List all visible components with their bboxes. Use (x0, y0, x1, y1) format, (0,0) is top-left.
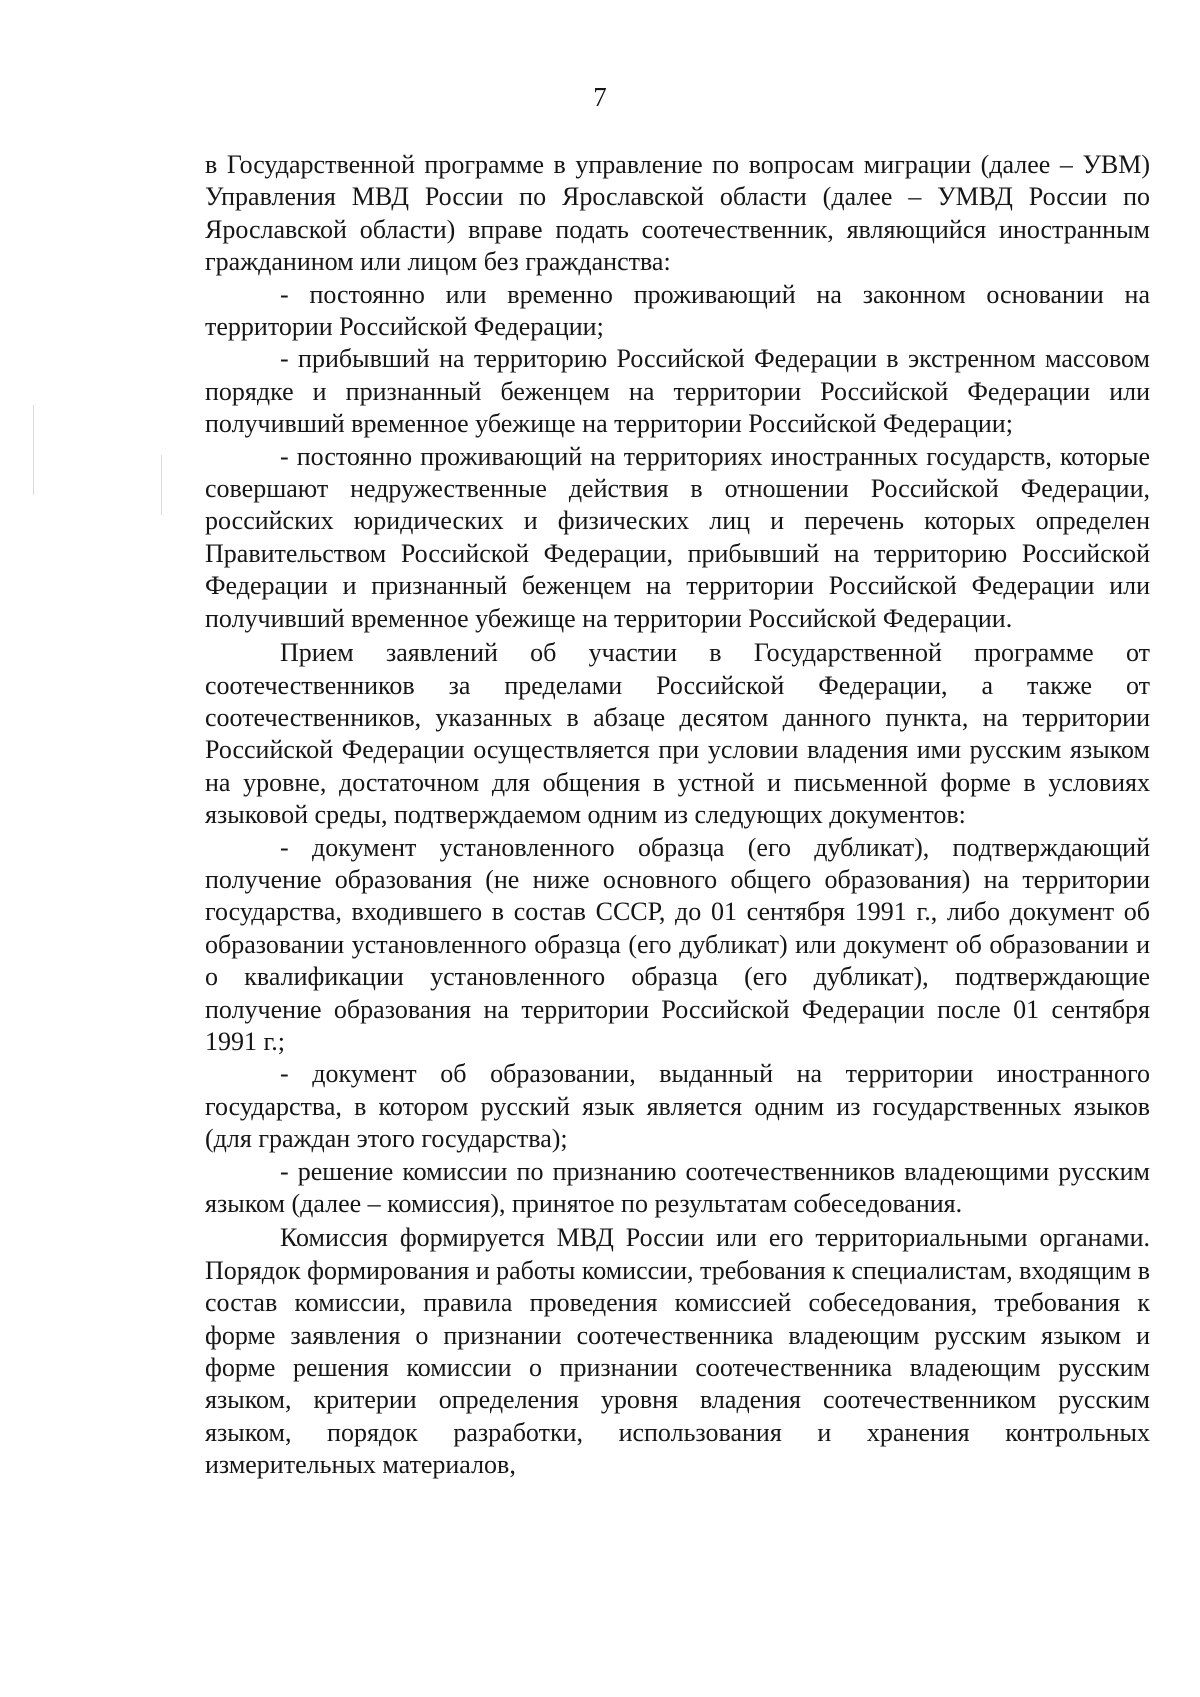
list-item-refugee-arrival: - прибывший на территорию Российской Федерации в экстренном массовом порядке и признанный беженцем на территории Российской Федерации или получивший временное убежище на территории Российской Федерации; (205, 344, 1150, 439)
list-item-commission-decision: - решение комиссии по признанию соотечественников владеющими русским языком (далее – комиссия), принятое по результатам собеседования. (205, 1156, 1150, 1218)
scan-margin-mark (33, 405, 34, 495)
list-item-unfriendly-states: - постоянно проживающий на территориях иностранных государств, которые совершают недружественные действия в отношении Российской Федерации, российских юридических и физических лиц и перечень которых определен Правительством Российской Федерации, прибывший на территорию Российской Федерации и признанный беженцем на территории Российской Федерации или получивший временное убежище на территории Российской Федерации. (205, 441, 1150, 633)
scan-margin-mark (161, 455, 162, 515)
list-item-residing-legally: - постоянно или временно проживающий на законном основании на территории Российской Федерации; (205, 279, 1150, 342)
paragraph-commission-formation: Комиссия формируется МВД России или его территориальными органами. Порядок формирования и работы комиссии, требования к специалистам, входящим в состав комиссии, правила проведения комиссией собеседования, требования к форме заявления о признании соотечественника владеющим русским языком и форме решения комиссии о признании соотечественника владеющим русским языком, критерии определения уровня владения соотечественником русским языком, порядок разработки, использования и хранения контрольных измерительных материалов, (205, 1223, 1150, 1480)
paragraph-continuation: в Государственной программе в управление по вопросам миграции (далее – УВМ) Управления МВД России по Ярославской области (далее – УМВД России по Ярославской области) вправе подать соотечественник, являющийся иностранным гражданином или лицом без гражданства: (205, 150, 1150, 277)
paragraph-language-requirement: Прием заявлений об участии в Государственной программе от соотечественников за пределами Российской Федерации, а также от соотечественников, указанных в абзаце десятом данного пункта, на территории Российской Федерации осуществляется при условии владения ими русским языком на уровне, достаточном для общения в устной и письменной форме в условиях языковой среды, подтверждаемом одним из следующих документов: (205, 638, 1150, 830)
list-item-education-document: - документ установленного образца (его дубликат), подтверждающий получение образования (не ниже основного общего образования) на территории государства, входившего в состав СССР, до 01 сентября 1991 г., либо документ об образовании установленного образца (его дубликат) или документ об образовании и о квалификации установленного образца (его дубликат), подтверждающие получение образования на территории Российской Федерации после 01 сентября 1991 г.; (205, 832, 1150, 1056)
page-number: 7 (593, 82, 607, 112)
list-item-foreign-education-document: - документ об образовании, выданный на территории иностранного государства, в котором русский язык является одним из государственных языков (для граждан этого государства); (205, 1059, 1150, 1154)
document-body (205, 149, 1150, 1482)
